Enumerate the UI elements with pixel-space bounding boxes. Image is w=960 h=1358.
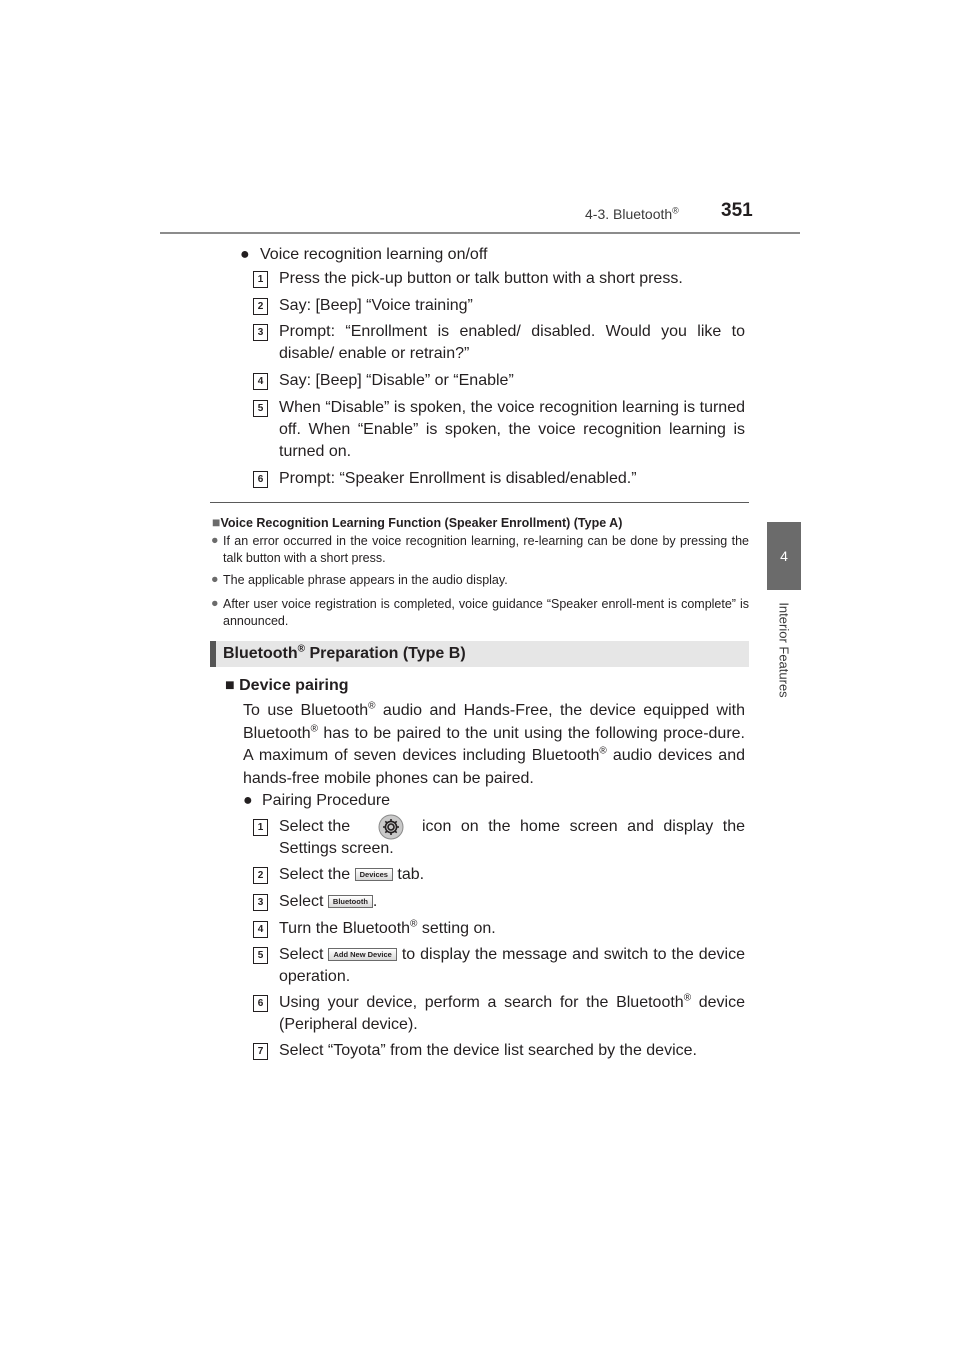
- step-text-part: Select: [279, 893, 324, 910]
- step-number: 4: [253, 373, 268, 390]
- pairing-description: [243, 700, 745, 790]
- step-number: 2: [253, 298, 268, 315]
- step-text-part: Turn the Bluetooth: [279, 920, 411, 937]
- bullet-icon: ●: [240, 246, 250, 263]
- step-number: 4: [253, 921, 268, 938]
- note-heading-text: Voice Recognition Learning Function (Speaker Enrollment) (Type A): [220, 516, 623, 530]
- step-number: 6: [253, 471, 268, 488]
- section-banner-bar: [210, 641, 216, 667]
- chapter-label: Interior Features: [776, 602, 792, 698]
- step-number: 3: [253, 894, 268, 911]
- step-text-part: to display the message and switch to the device operation.: [279, 946, 746, 985]
- step-text-part: device (Peripheral device).: [279, 994, 746, 1033]
- subsection-heading: [225, 675, 349, 697]
- square-bullet-icon: ■: [225, 677, 235, 694]
- note-heading: [212, 514, 622, 530]
- step-number: 2: [253, 867, 268, 884]
- devices-tab-button[interactable]: Devices: [355, 868, 393, 881]
- step-text-part: Select: [279, 946, 324, 963]
- registered-mark: ®: [368, 700, 376, 712]
- add-new-device-button[interactable]: Add New Device: [328, 948, 396, 961]
- registered-mark: ®: [410, 918, 418, 930]
- step-text: [279, 891, 377, 913]
- step-text: Say: [Beep] “Voice training”: [279, 297, 473, 314]
- step-number: 6: [253, 995, 268, 1012]
- chapter-tab: [767, 522, 801, 590]
- step-text-start: Select the: [279, 818, 351, 835]
- step-text: Select “Toyota” from the device list searched by the device.: [279, 1042, 697, 1059]
- section-title: [585, 206, 679, 222]
- step-text: Prompt: “Speaker Enrollment is disabled/enabled.”: [279, 470, 637, 487]
- step-text-part: setting on.: [417, 920, 496, 937]
- note-item: If an error occurred in the voice recognition learning, re-learning can be done by pressing the talk button with a short press.: [223, 534, 749, 565]
- section-item-title: Voice recognition learning on/off: [260, 246, 488, 263]
- registered-mark: ®: [599, 745, 607, 757]
- para-part: audio and Hands-Free, the device equipped with Bluetooth: [243, 702, 745, 742]
- header-rule: [160, 232, 800, 234]
- para-part: To use Bluetooth: [243, 702, 369, 719]
- chapter-number: 4: [780, 548, 788, 564]
- note-item: After user voice registration is completed, voice guidance “Speaker enroll-ment is complete” is announced.: [223, 597, 749, 628]
- para-part: audio devices and hands-free mobile phones can be paired.: [243, 747, 745, 787]
- step-text: [279, 918, 496, 940]
- bullet-icon: ●: [211, 596, 219, 610]
- registered-mark: ®: [683, 992, 692, 1004]
- bullet-icon: ●: [211, 572, 219, 586]
- step-number: 3: [253, 324, 268, 341]
- bluetooth-button[interactable]: Bluetooth: [328, 895, 373, 908]
- step-number: 5: [253, 400, 268, 417]
- bullet-icon: ●: [243, 792, 253, 809]
- step-text: [279, 864, 424, 886]
- step-text: Press the pick-up button or talk button with a short press.: [279, 270, 683, 287]
- section-title-text: 4-3. Bluetooth: [585, 206, 673, 222]
- step-text-part: .: [372, 893, 378, 910]
- step-number: 1: [253, 819, 268, 836]
- divider: [210, 502, 749, 503]
- procedure-title: Pairing Procedure: [262, 792, 391, 809]
- step-number: 7: [253, 1043, 268, 1060]
- step-text: [279, 944, 745, 988]
- step-text-end-inner: icon on the home screen and display the Settings screen.: [279, 818, 745, 857]
- section-banner-title: [223, 645, 466, 663]
- square-bullet-icon: ■: [212, 514, 221, 530]
- step-text: [279, 992, 745, 1036]
- registered-mark: ®: [672, 205, 679, 216]
- step-text-part: Select the: [279, 866, 351, 883]
- step-number: 5: [253, 947, 268, 964]
- step-text-end: [279, 816, 745, 860]
- step-text-part: tab.: [397, 866, 425, 883]
- bullet-icon: ●: [211, 533, 219, 547]
- step-text: Say: [Beep] “Disable” or “Enable”: [279, 372, 514, 389]
- registered-mark: ®: [310, 723, 318, 735]
- registered-mark: ®: [297, 643, 306, 655]
- banner-prefix: Bluetooth: [223, 645, 298, 662]
- note-item: The applicable phrase appears in the audio display.: [223, 573, 508, 587]
- step-text-part: Using your device, perform a search for the Bluetooth: [279, 994, 684, 1011]
- page-number: 351: [721, 200, 753, 221]
- step-text: When “Disable” is spoken, the voice recognition learning is turned off. When “Enable” is spoken, the voice recognition learning is turned on.: [279, 399, 745, 460]
- banner-suffix: Preparation (Type B): [305, 645, 466, 662]
- step-text: Prompt: “Enrollment is enabled/ disabled. Would you like to disable/ enable or retrain?”: [279, 323, 745, 362]
- step-number: 1: [253, 271, 268, 288]
- para-part: has to be paired to the unit using the following proce-dure. A maximum of seven devices including Bluetooth: [243, 724, 745, 764]
- subsection-heading-text: Device pairing: [239, 677, 349, 694]
